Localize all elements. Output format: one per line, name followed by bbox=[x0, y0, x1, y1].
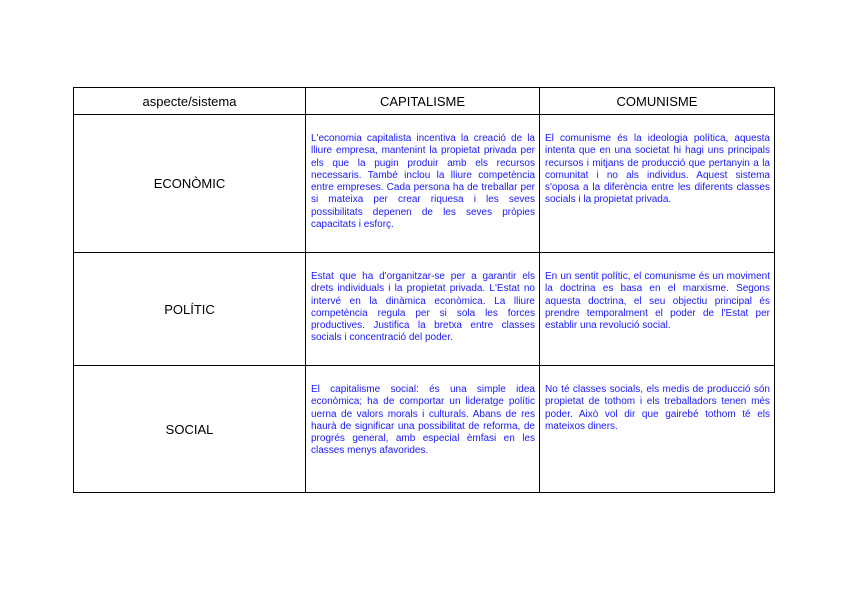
table-row-economic bbox=[74, 115, 775, 253]
table-row-political bbox=[74, 253, 775, 366]
header-aspect: aspecte/sistema bbox=[74, 88, 306, 115]
cell-political-comunisme bbox=[540, 253, 775, 366]
cell-text: En un sentit polític, el comunisme és un moviment la doctrina es basa en el marxisme. Segons aquesta doctrina, el seu objectiu principal és prendre temporalment el poder de l'Estat per establir una revolució social. bbox=[545, 271, 770, 332]
cell-economic-capitalisme bbox=[306, 115, 540, 253]
cell-economic-comunisme bbox=[540, 115, 775, 253]
row-label-economic: ECONÒMIC bbox=[74, 115, 306, 253]
cell-text: Estat que ha d'organitzar-se per a garantir els drets individuals i la propietat privada. L'Estat no intervé en la dinàmica econòmica. La lliure competència regula per si sola les forces productives. Justifica la bretxa entre classes socials i concentració del poder. bbox=[311, 271, 535, 344]
header-capitalisme: CAPITALISME bbox=[306, 88, 540, 115]
cell-social-comunisme bbox=[540, 366, 775, 493]
comparison-table bbox=[73, 87, 775, 493]
cell-text: No té classes socials, els medis de producció són propietat de tothom i els treballadors tenen més poder. Això vol dir que gairebé tothom té els mateixos diners. bbox=[545, 384, 770, 432]
table-row-social bbox=[74, 366, 775, 493]
cell-text: El comunisme és la ideologia política, aquesta intenta que en una societat hi hagi uns principals recursos i mitjans de producció que pertanyin a la comunitat i no als individus. Aquest sistema s'oposa a la diferència entre les diferents classes socials i la propietat privada. bbox=[545, 133, 770, 206]
cell-text: L'economia capitalista incentiva la creació de la lliure empresa, mantenint la propietat privada per els que la pugin produir amb els recursos necessaris. També inclou la lliure competència entre empreses. Cada persona ha de treballar per si mateixa per crear riquesa i les seves possibilitats depenen de les seves pròpies capacitats i esforç. bbox=[311, 133, 535, 231]
table-header-row bbox=[74, 88, 775, 115]
row-label-political: POLÍTIC bbox=[74, 253, 306, 366]
header-comunisme: COMUNISME bbox=[540, 88, 775, 115]
cell-political-capitalisme bbox=[306, 253, 540, 366]
cell-text: El capitalisme social: és una simple idea econòmica; ha de comportar un lideratge polític uerna de valors morals i culturals. Abans de res haurà de significar una possibilitat de reforma, de progrés general, amb especial èmfasi en les classes menys afavorides. bbox=[311, 384, 535, 457]
cell-social-capitalisme bbox=[306, 366, 540, 493]
row-label-social: SOCIAL bbox=[74, 366, 306, 493]
